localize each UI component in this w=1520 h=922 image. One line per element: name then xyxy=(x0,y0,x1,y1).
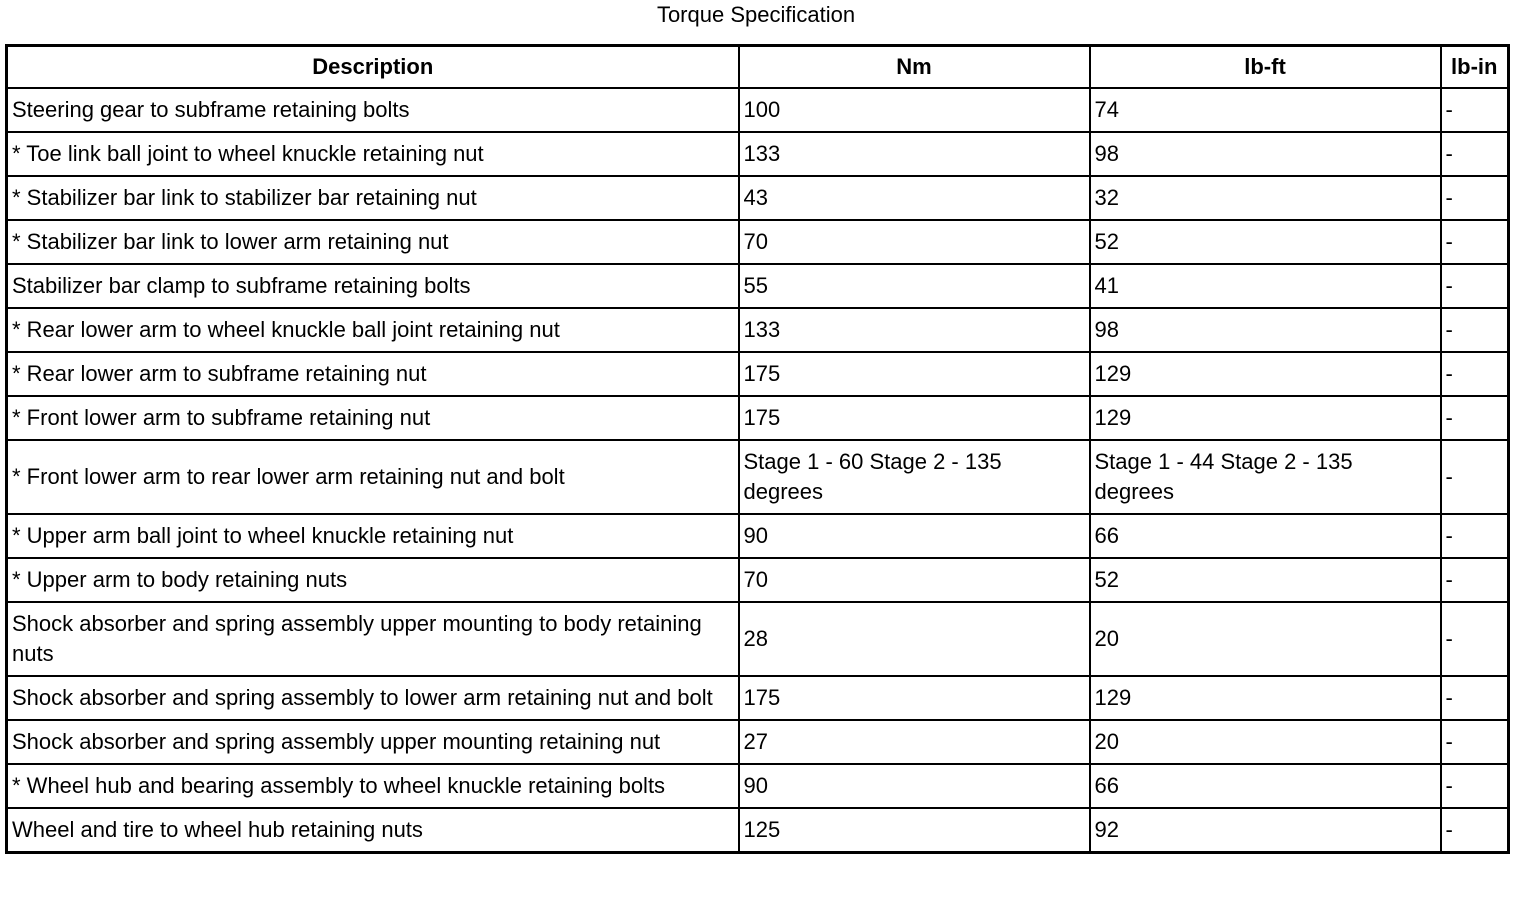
header-lb-in: lb-in xyxy=(1441,46,1509,89)
cell-lb-ft: 20 xyxy=(1090,720,1441,764)
table-row xyxy=(7,558,1509,602)
cell-lb-ft: 66 xyxy=(1090,764,1441,808)
table-row xyxy=(7,602,1509,676)
cell-lb-in: - xyxy=(1441,558,1509,602)
cell-lb-in: - xyxy=(1441,808,1509,853)
cell-lb-in: - xyxy=(1441,352,1509,396)
table-row xyxy=(7,352,1509,396)
cell-description: Shock absorber and spring assembly upper mounting retaining nut xyxy=(7,720,739,764)
header-description: Description xyxy=(7,46,739,89)
cell-lb-ft: 129 xyxy=(1090,352,1441,396)
cell-lb-ft: 98 xyxy=(1090,132,1441,176)
table-row xyxy=(7,440,1509,514)
torque-spec-table xyxy=(5,44,1510,854)
cell-lb-in: - xyxy=(1441,264,1509,308)
cell-lb-ft: 129 xyxy=(1090,676,1441,720)
cell-description: * Front lower arm to subframe retaining nut xyxy=(7,396,739,440)
cell-nm: 175 xyxy=(739,352,1090,396)
cell-nm: 70 xyxy=(739,558,1090,602)
page-title: Torque Specification xyxy=(656,2,856,27)
cell-nm: 133 xyxy=(739,308,1090,352)
cell-nm: 55 xyxy=(739,264,1090,308)
table-row xyxy=(7,764,1509,808)
cell-lb-ft: 92 xyxy=(1090,808,1441,853)
cell-lb-ft: 20 xyxy=(1090,602,1441,676)
cell-lb-ft: 32 xyxy=(1090,176,1441,220)
cell-lb-ft: 41 xyxy=(1090,264,1441,308)
cell-nm: 175 xyxy=(739,396,1090,440)
cell-lb-in: - xyxy=(1441,132,1509,176)
cell-nm: Stage 1 - 60 Stage 2 - 135 degrees xyxy=(739,440,1090,514)
table-row xyxy=(7,808,1509,853)
cell-nm: 90 xyxy=(739,764,1090,808)
cell-nm: 43 xyxy=(739,176,1090,220)
cell-description: * Upper arm to body retaining nuts xyxy=(7,558,739,602)
cell-description: * Stabilizer bar link to stabilizer bar retaining nut xyxy=(7,176,739,220)
table-row xyxy=(7,88,1509,132)
table-row xyxy=(7,132,1509,176)
cell-lb-ft: 52 xyxy=(1090,220,1441,264)
table-row xyxy=(7,396,1509,440)
cell-nm: 70 xyxy=(739,220,1090,264)
cell-description: * Upper arm ball joint to wheel knuckle retaining nut xyxy=(7,514,739,558)
table-row xyxy=(7,220,1509,264)
cell-lb-ft: 98 xyxy=(1090,308,1441,352)
cell-lb-in: - xyxy=(1441,396,1509,440)
cell-lb-in: - xyxy=(1441,676,1509,720)
cell-lb-ft: 74 xyxy=(1090,88,1441,132)
header-lb-ft: lb-ft xyxy=(1090,46,1441,89)
table-row xyxy=(7,676,1509,720)
cell-description: * Toe link ball joint to wheel knuckle retaining nut xyxy=(7,132,739,176)
cell-nm: 28 xyxy=(739,602,1090,676)
table-row xyxy=(7,176,1509,220)
cell-lb-ft: 129 xyxy=(1090,396,1441,440)
header-nm: Nm xyxy=(739,46,1090,89)
cell-description: * Wheel hub and bearing assembly to wheel knuckle retaining bolts xyxy=(7,764,739,808)
cell-description: Shock absorber and spring assembly to lower arm retaining nut and bolt xyxy=(7,676,739,720)
cell-lb-in: - xyxy=(1441,88,1509,132)
cell-nm: 27 xyxy=(739,720,1090,764)
cell-lb-in: - xyxy=(1441,720,1509,764)
cell-lb-ft: Stage 1 - 44 Stage 2 - 135 degrees xyxy=(1090,440,1441,514)
cell-lb-in: - xyxy=(1441,440,1509,514)
cell-description: * Rear lower arm to wheel knuckle ball joint retaining nut xyxy=(7,308,739,352)
cell-lb-in: - xyxy=(1441,220,1509,264)
cell-lb-in: - xyxy=(1441,176,1509,220)
cell-description: Stabilizer bar clamp to subframe retaining bolts xyxy=(7,264,739,308)
cell-description: Wheel and tire to wheel hub retaining nuts xyxy=(7,808,739,853)
cell-nm: 125 xyxy=(739,808,1090,853)
cell-description: * Front lower arm to rear lower arm retaining nut and bolt xyxy=(7,440,739,514)
cell-nm: 133 xyxy=(739,132,1090,176)
cell-lb-in: - xyxy=(1441,602,1509,676)
cell-description: Shock absorber and spring assembly upper mounting to body retaining nuts xyxy=(7,602,739,676)
cell-nm: 100 xyxy=(739,88,1090,132)
table-row xyxy=(7,514,1509,558)
cell-lb-in: - xyxy=(1441,308,1509,352)
table-row xyxy=(7,264,1509,308)
table-row xyxy=(7,720,1509,764)
cell-lb-in: - xyxy=(1441,514,1509,558)
cell-description: * Rear lower arm to subframe retaining nut xyxy=(7,352,739,396)
cell-nm: 90 xyxy=(739,514,1090,558)
cell-description: Steering gear to subframe retaining bolts xyxy=(7,88,739,132)
cell-lb-in: - xyxy=(1441,764,1509,808)
cell-lb-ft: 66 xyxy=(1090,514,1441,558)
cell-description: * Stabilizer bar link to lower arm retaining nut xyxy=(7,220,739,264)
cell-nm: 175 xyxy=(739,676,1090,720)
cell-lb-ft: 52 xyxy=(1090,558,1441,602)
table-row xyxy=(7,308,1509,352)
header-row xyxy=(7,46,1509,89)
